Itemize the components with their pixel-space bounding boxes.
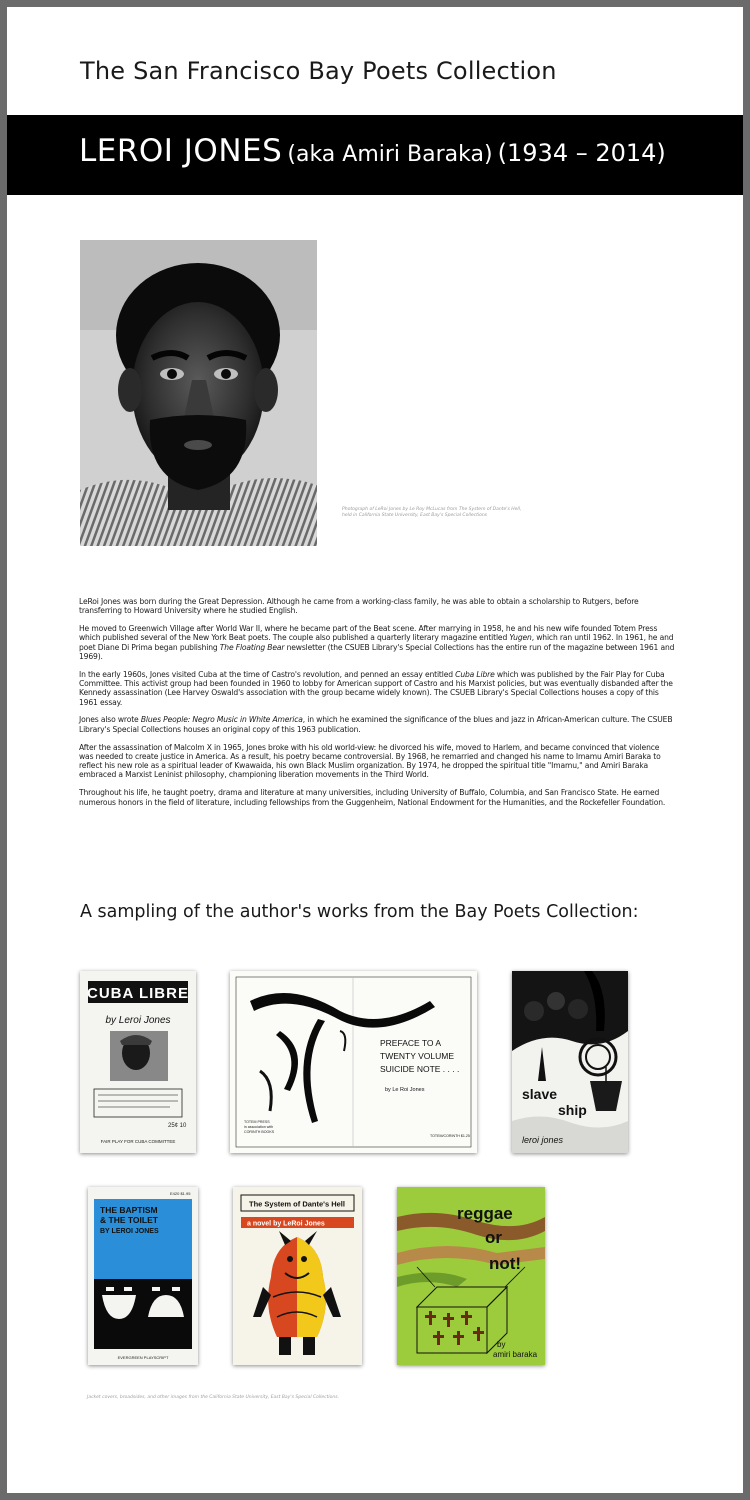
- collection-title: The San Francisco Bay Poets Collection: [80, 57, 557, 85]
- bio-paragraph-3: [79, 670, 675, 707]
- author-portrait-photo: [80, 240, 317, 546]
- cuba-libre-byline: by Leroi Jones: [105, 1015, 171, 1026]
- preface-publisher-1: TOTEM PRESS: [244, 1120, 270, 1124]
- bio-p2-floating-bear-title: The Floating Bear: [219, 642, 285, 652]
- preface-title-line3: SUICIDE NOTE . . . .: [380, 1064, 460, 1074]
- reggae-title-word1: reggae: [457, 1204, 513, 1223]
- cover-slave-ship: [512, 971, 628, 1153]
- portrait-caption-line1: Photograph of LeRoi Jones by Le Roy McLucas from The System of Dante's Hell,: [342, 507, 522, 512]
- cuba-libre-publisher: FAIR PLAY FOR CUBA COMMITTEE: [100, 1139, 176, 1144]
- portrait-caption: [342, 507, 542, 519]
- biography-text: [79, 597, 675, 815]
- works-heading: A sampling of the author's works from the Bay Poets Collection:: [80, 902, 639, 922]
- baptism-title-line1: THE BAPTISM: [100, 1205, 158, 1215]
- baptism-price: E420 $1.95: [170, 1191, 191, 1196]
- preface-title-line2: TWENTY VOLUME: [380, 1051, 454, 1061]
- preface-title-line1: PREFACE TO A: [380, 1038, 442, 1048]
- preface-publisher-3: CORINTH BOOKS: [244, 1130, 275, 1134]
- author-aka: (aka Amiri Baraka): [287, 142, 493, 167]
- baptism-title-line2: & THE TOILET: [100, 1215, 158, 1225]
- bio-p3-text-b: which was published by the Fair Play for Cuba Committee. This activist group had been founded in 1960 to lobby for American support of Castro and his Marxist policies, but was eventually disbanded after the Kennedy assassination (Lee Harvey Oswald's association with the group became widely known). The CSUEB Library's Special Collections houses a copy of this 1961 essay.: [79, 669, 673, 707]
- reggae-by: by: [497, 1340, 506, 1349]
- dantes-hell-subtitle: a novel by LeRoi Jones: [247, 1220, 325, 1228]
- slave-ship-title-word2: ship: [558, 1102, 587, 1118]
- cover-preface-suicide-note: [230, 971, 477, 1153]
- bio-p4-blues-people-title: Blues People: Negro Music in White America: [140, 715, 303, 725]
- baptism-imprint: EVERGREEN PLAYSCRIPT: [117, 1355, 169, 1360]
- preface-price: TOTEM/CORINTH $1.25: [430, 1134, 470, 1138]
- reggae-title-word2: or: [485, 1228, 502, 1247]
- bio-p4-text-b: , in which he examined the significance of the blues and jazz in African-American culture. The CSUEB Library's Special Collections houses an original copy of this 1963 publication.: [79, 715, 673, 734]
- slave-ship-title-word1: slave: [522, 1086, 558, 1102]
- cover-system-dantes-hell: [233, 1187, 362, 1365]
- baptism-title-line3: BY LEROI JONES: [100, 1228, 159, 1235]
- exhibit-panel: [7, 7, 743, 1493]
- portrait-caption-line2: held in California State University, East Bay's Special Collections: [342, 513, 488, 518]
- author-years: (1934 – 2014): [497, 139, 666, 167]
- bio-p2-text-c: newsletter (the CSUEB Library's Special Collections has the entire run of the magazine between 1961 and 1969).: [79, 642, 675, 661]
- author-name-banner: [7, 115, 743, 195]
- author-name-line: [79, 133, 666, 169]
- bio-p2-yugen-title: Yugen: [509, 633, 532, 643]
- author-name: LEROI JONES: [79, 133, 283, 169]
- cuba-libre-price: 25¢ 10: [168, 1123, 187, 1129]
- cover-reggae-or-not: [397, 1187, 545, 1365]
- reggae-title-word3: not!: [489, 1254, 522, 1273]
- bio-paragraph-1: LeRoi Jones was born during the Great Depression. Although he came from a working-class family, he was able to obtain a scholarship to Rutgers, before transferring to Howard University where he studied English.: [79, 597, 639, 616]
- bio-paragraph-2: [79, 624, 675, 661]
- bio-p3-text-a: In the early 1960s, Jones visited Cuba at the time of Castro's revolution, and penned an essay entitled: [79, 669, 456, 679]
- cover-baptism-toilet: [88, 1187, 198, 1365]
- bio-paragraph-4: [79, 715, 675, 734]
- bio-p4-text-a: Jones also wrote: [79, 715, 141, 725]
- bio-p2-text-b: , which ran until 1962. In 1961, he and poet Diane Di Prima began publishing: [79, 633, 674, 652]
- preface-byline: by Le Roi Jones: [385, 1087, 425, 1093]
- slave-ship-author: leroi jones: [522, 1135, 564, 1145]
- cuba-libre-title: CUBA LIBRE: [87, 985, 189, 1002]
- bio-p2-text-a: He moved to Greenwich Village after World War II, where he became part of the Beat scene. After marrying in 1958, he and his new wife founded Totem Press which published several of the New York Beat poets. The couple also published a quarterly literary magazine entitled: [79, 624, 658, 643]
- dantes-hell-title: The System of Dante's Hell: [249, 1199, 345, 1209]
- reggae-author: amiri baraka: [493, 1350, 538, 1359]
- preface-publisher-2: in association with: [244, 1125, 274, 1129]
- bio-p3-cuba-libre-title: Cuba Libre: [455, 669, 495, 679]
- works-image-credit: Jacket covers, broadsides, and other images from the California State University, East Bay's Special Collections.: [87, 1395, 340, 1400]
- bio-paragraph-5: After the assassination of Malcolm X in 1965, Jones broke with his old world-view: he divorced his wife, moved to Harlem, and became convinced that violence was needed to create justice in America. As a result, his poetry became controversial. By 1968, he remarried and changed his name to Imamu Amiri Baraka to reflect his new role as a spiritual leader of Kwawaida, his own Black Muslim organization. By 1974, he dropped the spiritual title "Imamu," and Amiri Baraka embraced a Marxist Leninist philosophy, championing liberation movements in the Third World.: [79, 742, 661, 780]
- cover-cuba-libre: [80, 971, 196, 1153]
- bio-paragraph-6: Throughout his life, he taught poetry, drama and literature at many universities, including University of Buffalo, Columbia, and San Francisco State. He earned numerous honors in the field of literature, including fellowships from the Guggenheim, National Endowment for the Humanities, and the Rockefeller Foundation.: [79, 788, 666, 807]
